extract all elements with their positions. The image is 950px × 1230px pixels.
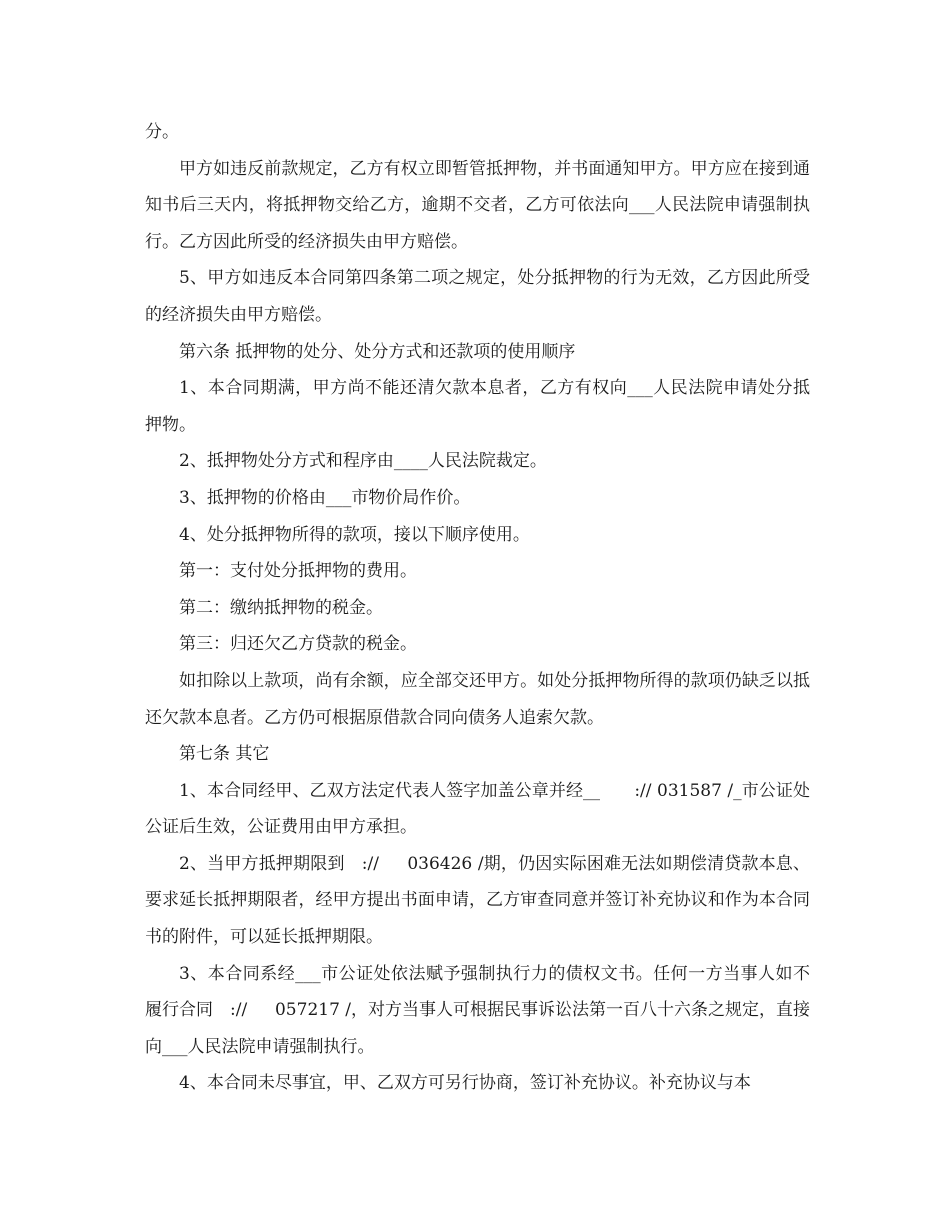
paragraph: 2、抵押物处分方式和程序由____人民法院裁定。: [179, 451, 547, 472]
paragraph: 第二：缴纳抵押物的税金。: [179, 597, 383, 618]
paragraph: 4、处分抵押物所得的款项，接以下顺序使用。: [179, 524, 530, 545]
paragraph: 3、本合同系经___市公证处依法赋予强制执行力的债权文书。任何一方当事人如不履行合同 :// 057217 /，对方当事人可根据民事诉讼法第一百八十六条之规定，直接向___人民法院申请强制执行。: [145, 963, 811, 1057]
paragraph: 2、当甲方抵押期限到 :// 036426 /期，仍因实际困难无法如期偿清贷款本息、要求延长抵押期限者，经甲方提出书面申请，乙方审查同意并签订补充协议和作为本合同书的附件，可以延长抵押期限。: [145, 853, 810, 948]
paragraph-continuation: 分。: [145, 122, 179, 142]
paragraph: 1、本合同经甲、乙双方法定代表人签字加盖公章并经__ :// 031587 /_市公证处公证后生效，公证费用由甲方承担。: [145, 780, 810, 838]
paragraph: 第一：支付处分抵押物的费用。: [179, 561, 417, 582]
paragraph: 如扣除以上款项，尚有余额，应全部交还甲方。如处分抵押物所得的款项仍缺乏以抵还欠款本息者。乙方仍可根据原借款合同向债务人追索欠款。: [145, 670, 810, 728]
article-heading: 第六条 抵押物的处分、处分方式和还款项的使用顺序: [179, 341, 576, 362]
paragraph: 甲方如违反前款规定，乙方有权立即暂管抵押物，并书面通知甲方。甲方应在接到通知书后三天内，将抵押物交给乙方，逾期不交者，乙方可依法向___人民法院申请强制执行。乙方因此所受的经济损失由甲方赔偿。: [145, 158, 810, 252]
paragraph: 1、本合同期满，甲方尚不能还清欠款本息者，乙方有权向___人民法院申请处分抵押物。: [145, 378, 810, 435]
paragraph: 5、甲方如违反本合同第四条第二项之规定，处分抵押物的行为无效，乙方因此所受的经济损失由甲方赔偿。: [145, 268, 810, 325]
document-body: [145, 114, 810, 1102]
paragraph: 3、抵押物的价格由___市物价局作价。: [179, 487, 471, 508]
paragraph: 4、本合同未尽事宜，甲、乙双方可另行协商，签订补充协议。补充协议与本: [179, 1073, 751, 1094]
article-heading: 第七条 其它: [179, 744, 270, 765]
paragraph: 第三：归还欠乙方贷款的税金。: [179, 634, 417, 655]
